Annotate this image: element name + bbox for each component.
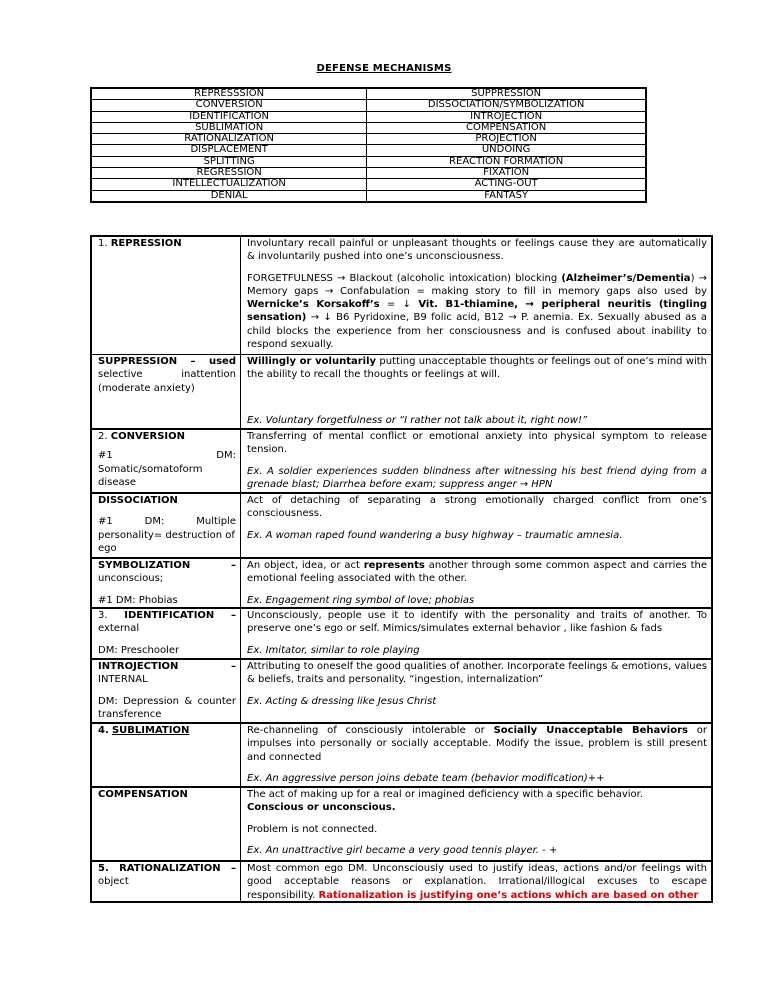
definition-cell (241, 608, 713, 659)
definition-text: Involuntary recall painful or unpleasant thoughts or feelings cause they are automatically & involuntarily pushed into one’s unconsciousness. (247, 238, 707, 263)
example-text: Ex. Imitator, similar to role playing (247, 644, 420, 656)
term-note: DM: Depression & counter transference (98, 695, 236, 720)
summary-cell-right: FANTASY (367, 190, 646, 202)
term-note: personality= destruction of ego (98, 529, 235, 554)
term-cell (91, 558, 241, 608)
summary-cell-left: INTELLECTUALIZATION (91, 179, 367, 190)
term-name: SUPPRESSION – used (98, 356, 237, 367)
term-name: REPRESSION (110, 238, 182, 249)
table-row-dissociation (91, 493, 712, 558)
term-name: INTROJECTION – (98, 661, 236, 672)
term-name: 2. CONVERSION (98, 431, 186, 442)
summary-row (91, 156, 646, 167)
summary-row (91, 134, 646, 145)
detail-table (90, 235, 713, 903)
term-subtitle: #1 DM: Multiple (98, 516, 236, 528)
summary-cell-left: CONVERSION (91, 100, 367, 111)
term-cell (91, 861, 241, 902)
term-note: DM: Preschooler (98, 644, 180, 656)
summary-cell-left: RATIONALIZATION (91, 134, 367, 145)
term-name: COMPENSATION (98, 789, 188, 800)
term-cell (91, 659, 241, 723)
definition-text: Transferring of mental conflict or emotional anxiety into physical symptom to release tension. (247, 431, 707, 456)
definition-text: Most common ego DM. Unconsciously used to justify ideas, actions and/or feelings with good acceptable reasons or explanation. Irrational/illogical excuses to escape responsibility. Rationalization is justifying one’s actions which are based on other (247, 863, 707, 901)
example-text: Ex. A soldier experiences sudden blindness after witnessing his best friend dying from a grenade blast; Diarrhea before exam; suppress anger → HPN (247, 465, 707, 490)
definition-cell (241, 493, 713, 558)
summary-row (91, 190, 646, 202)
definition-text: The act of making up for a real or imagined deficiency with a specific behavior. (247, 789, 644, 800)
example-text: Ex. Acting & dressing like Jesus Christ (247, 695, 437, 707)
summary-cell-left: SPLITTING (91, 156, 367, 167)
summary-row (91, 100, 646, 111)
summary-row (91, 122, 646, 133)
definition-cell (241, 861, 713, 902)
summary-row (91, 145, 646, 156)
term-cell (91, 787, 241, 861)
term-subtitle: object (98, 876, 129, 888)
term-subtitle: unconscious; (98, 573, 164, 585)
table-row-repression (91, 236, 712, 355)
term-name: 5. RATIONALIZATION – (98, 863, 236, 874)
summary-cell-right: COMPENSATION (367, 122, 646, 133)
term-subtitle: INTERNAL (98, 674, 148, 686)
note-text: Problem is not connected. (247, 823, 378, 835)
term-subtitle: external (98, 623, 140, 635)
summary-cell-right: DISSOCIATION/SYMBOLIZATION (367, 100, 646, 111)
summary-row (91, 179, 646, 190)
term-name: DISSOCIATION (98, 495, 178, 506)
term-name: SUBLIMATION (111, 725, 190, 736)
table-row-introjection (91, 659, 712, 723)
summary-cell-right: ACTING-OUT (367, 179, 646, 190)
summary-table (90, 87, 647, 203)
definition-cell (241, 787, 713, 861)
term-note: (moderate anxiety) (98, 382, 195, 394)
example-text: Ex. Engagement ring symbol of love; phobias (247, 594, 475, 606)
example-text: Ex. An aggressive person joins debate team (behavior modification)++ (247, 772, 605, 784)
definition-text: Willingly or voluntarily putting unacceptable thoughts or feelings out of one’s mind with the ability to recall the thoughts or feelings at will. (247, 356, 707, 381)
term-cell (91, 723, 241, 787)
term-cell (91, 493, 241, 558)
summary-cell-right: FIXATION (367, 168, 646, 179)
term-cell (91, 355, 241, 430)
page-title: DEFENSE MECHANISMS (316, 63, 452, 74)
summary-cell-left: DENIAL (91, 190, 367, 202)
highlighted-text: Rationalization is justifying one’s actions which are based on other (318, 889, 699, 901)
table-row-sublimation (91, 723, 712, 787)
definition-cell (241, 236, 713, 355)
row-number: 4. (98, 725, 109, 736)
definition-cell (241, 355, 713, 430)
example-text: Ex. An unattractive girl became a very good tennis player. - + (247, 844, 558, 856)
table-row-rationalization (91, 861, 712, 902)
summary-cell-right: SUPPRESSION (367, 88, 646, 100)
summary-row (91, 111, 646, 122)
definition-text: Unconsciously, people use it to identify with the personality and traits of another. To preserve one’s ego or self. Mimics/simulates external behavior , like fashion & fads (247, 610, 707, 635)
term-name: SYMBOLIZATION – (98, 560, 236, 571)
summary-cell-right: INTROJECTION (367, 111, 646, 122)
table-row-symbolization (91, 558, 712, 608)
summary-row (91, 88, 646, 100)
term-note: #1 DM: Phobias (98, 594, 178, 606)
summary-cell-right: UNDOING (367, 145, 646, 156)
definition-text: Act of detaching of separating a strong emotionally charged conflict from one’s consciousness. (247, 495, 707, 520)
example-text: Ex. A woman raped found wandering a busy highway – traumatic amnesia. (247, 529, 623, 541)
table-row-compensation (91, 787, 712, 861)
term-note: Somatic/somatoform disease (98, 463, 203, 488)
definition-text: An object, idea, or act represents another through some common aspect and carries the emotional feeling associated with the other. (247, 560, 707, 585)
row-number: 1. (98, 238, 108, 249)
summary-cell-right: REACTION FORMATION (367, 156, 646, 167)
definition-text: Attributing to oneself the good qualities of another. Incorporate feelings & emotions, values & beliefs, traits and personality. “ingestion, internalization” (247, 661, 707, 686)
definition-cell (241, 723, 713, 787)
definition-cell (241, 558, 713, 608)
definition-cell (241, 659, 713, 723)
summary-cell-left: REGRESSION (91, 168, 367, 179)
term-subtitle: #1 DM: (98, 450, 236, 462)
term-subtitle: selective inattention (98, 369, 236, 381)
table-row-conversion (91, 429, 712, 493)
example-text: Ex. Voluntary forgetfulness or “I rather not talk about it, right now!” (247, 414, 588, 426)
summary-cell-left: REPRESSSION (91, 88, 367, 100)
table-row-identification (91, 608, 712, 659)
definition-text: Re-channeling of consciously intolerable or Socially Unacceptable Behaviors or impulses into personally or socially acceptable. Modify the issue, problem is still present and connected (247, 725, 707, 763)
summary-cell-right: PROJECTION (367, 134, 646, 145)
term-cell (91, 608, 241, 659)
detail-text: FORGETFULNESS → Blackout (alcoholic intoxication) blocking (Alzheimer’s/Dementia) → Memory gaps → Confabulation = making story to fill in memory gaps also used by Wernicke’s Korsakoff’s = ↓ Vit. B1-thiamine, → peripheral neuritis (tingling sensation) → ↓ B6 Pyridoxine, B9 folic acid, B12 → P. anemia. Ex. Sexually abused as a child blocks the experience from her consciousness and is confused about inability to respond sexually. (247, 272, 707, 351)
summary-cell-left: DISPLACEMENT (91, 145, 367, 156)
definition-bold: Conscious or unconscious. (247, 802, 396, 814)
term-cell (91, 429, 241, 493)
table-row-suppression (91, 355, 712, 430)
summary-cell-left: IDENTIFICATION (91, 111, 367, 122)
summary-cell-left: SUBLIMATION (91, 122, 367, 133)
summary-row (91, 168, 646, 179)
definition-cell (241, 429, 713, 493)
term-cell (91, 236, 241, 355)
term-name: 3. IDENTIFICATION – (98, 610, 236, 621)
